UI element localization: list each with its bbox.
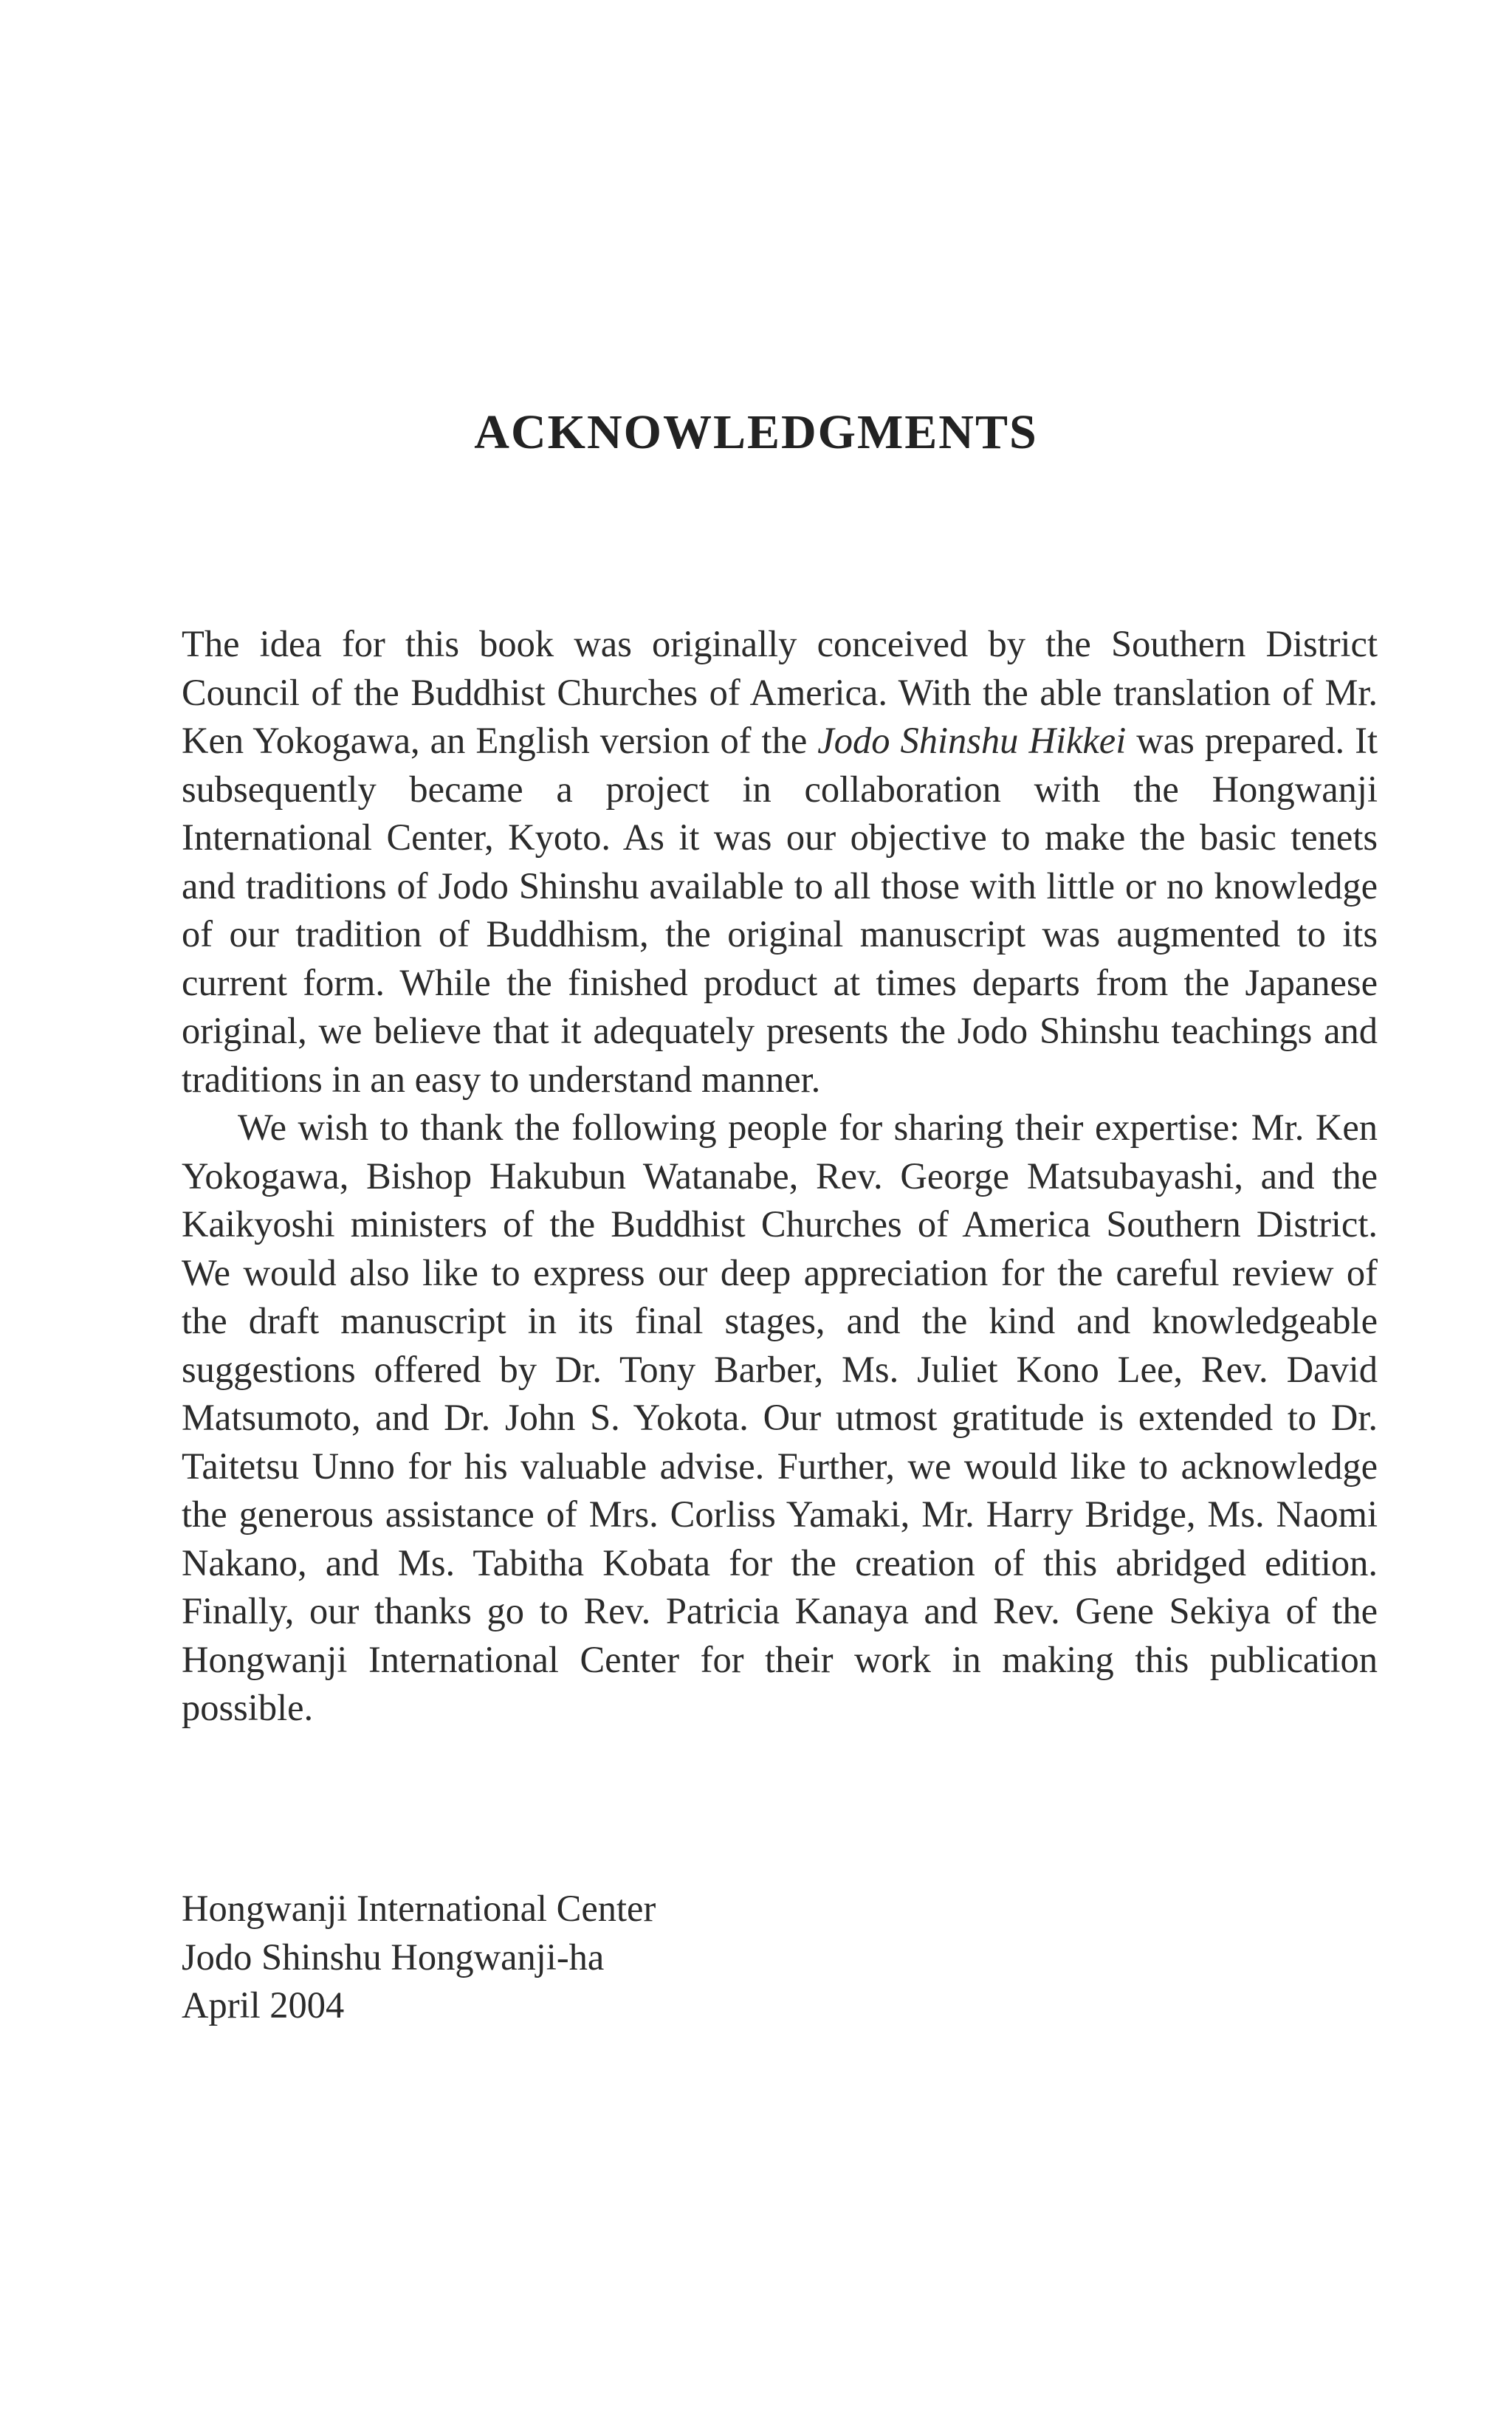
paragraph-intro-text-start: The idea for this book was originally conceived by the Southern District Council of the Buddhist Churches of America. With the able translation of Mr. Ken Yokogawa, an English version of the (182, 623, 1378, 761)
book-title-italic: Jodo Shinshu Hikkei (817, 720, 1127, 761)
signature-date: April 2004 (182, 1984, 345, 2026)
signature-suborganization: Jodo Shinshu Hongwanji-ha (182, 1936, 605, 1978)
paragraph-thanks: We wish to thank the following people for sharing their expertise: Mr. Ken Yokogawa, Bishop Hakubun Watanabe, Rev. George Matsubayashi, and the Kaikyoshi ministers of the Buddhist Churches of America Southern District. We would also like to express our deep appreciation for the careful review of the draft manuscript in its final stages, and the kind and knowledgeable suggestions offered by Dr. Tony Barber, Ms. Juliet Kono Lee, Rev. David Matsumoto, and Dr. John S. Yokota. Our utmost gratitude is extended to Dr. Taitetsu Unno for his valuable advise. Further, we would like to acknowledge the generous assistance of Mrs. Corliss Yamaki, Mr. Harry Bridge, Ms. Naomi Nakano, and Ms. Tabitha Kobata for the creation of this abridged edition. Finally, our thanks go to Rev. Patricia Kanaya and Rev. Gene Sekiya of the Hongwanji International Center for their work in making this publication possible. (182, 1107, 1378, 1728)
page-title: ACKNOWLEDGMENTS (474, 405, 1038, 459)
paragraph-intro (182, 620, 1378, 1104)
paragraph-intro-text-end: was prepared. It subsequently became a project in collaboration with the Hongwanji International Center, Kyoto. As it was our objective to make the basic tenets and traditions of Jodo Shinshu available to all those with little or no knowledge of our tradition of Buddhism, the original manuscript was augmented to its current form. While the finished product at times departs from the Japanese original, we believe that it adequately presents the Jodo Shinshu teachings and traditions in an easy to understand manner. (182, 720, 1378, 1100)
signature-block (182, 1885, 656, 2030)
acknowledgments-body (182, 620, 1378, 1733)
signature-organization: Hongwanji International Center (182, 1888, 656, 1929)
